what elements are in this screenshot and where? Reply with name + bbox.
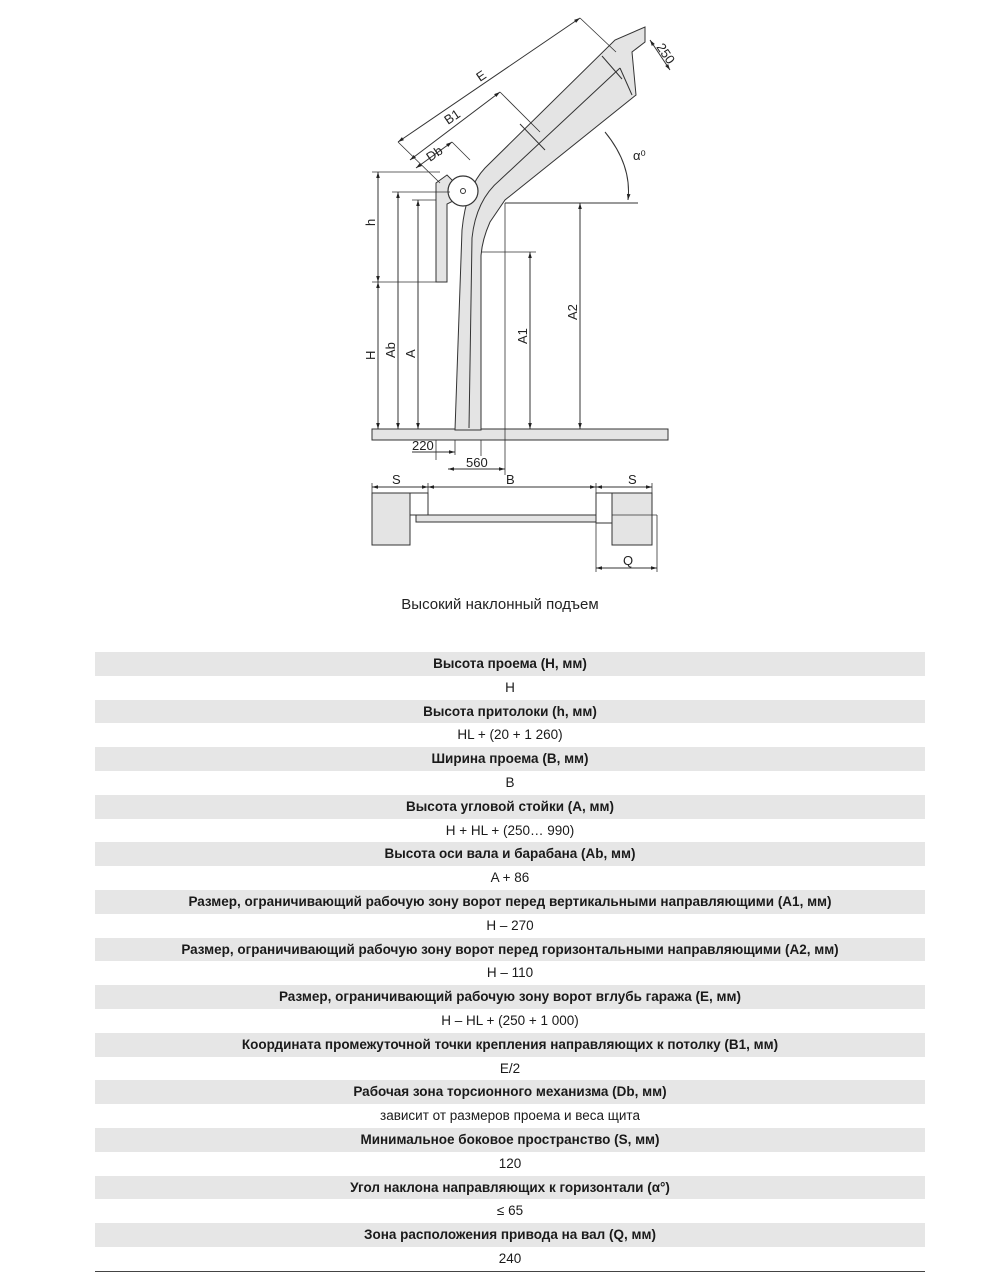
table-row-header: Ширина проема (B, мм)	[95, 747, 925, 771]
table-row-value: H – HL + (250 + 1 000)	[95, 1009, 925, 1033]
left-wall-block	[372, 493, 410, 545]
table-row-header: Размер, ограничивающий рабочую зону ворот вглубь гаража (E, мм)	[95, 985, 925, 1009]
table-row-header: Высота притолоки (h, мм)	[95, 700, 925, 724]
table-row-value: 120	[95, 1152, 925, 1176]
table-row-value: A + 86	[95, 866, 925, 890]
table-row-value: зависит от размеров проема и веса щита	[95, 1104, 925, 1128]
table-row-header: Координата промежуточной точки крепления направляющих к потолку (B1, мм)	[95, 1033, 925, 1057]
table-row-header: Минимальное боковое пространство (S, мм)	[95, 1128, 925, 1152]
dim-h-label: h	[363, 218, 378, 226]
dim-A1-label: A1	[515, 328, 530, 344]
table-row-header: Рабочая зона торсионного механизма (Db, мм)	[95, 1080, 925, 1104]
dim-B1-label: B1	[441, 106, 463, 128]
table-row-value: H + HL + (250… 990)	[95, 819, 925, 843]
dim-H-label: H	[363, 350, 378, 360]
dim-Ab-label: Ab	[383, 342, 398, 358]
door-panel-plan	[416, 515, 608, 522]
dim-B-label: B	[506, 472, 515, 487]
table-row-header: Размер, ограничивающий рабочую зону ворот перед вертикальными направляющими (A1, мм)	[95, 890, 925, 914]
door-track-profile	[455, 27, 645, 430]
dim-S-right-label: S	[628, 472, 637, 487]
dim-Q-label: Q	[623, 553, 634, 568]
table-row-value: H	[95, 676, 925, 700]
alpha-label: α⁰	[633, 148, 646, 163]
table-row-value: B	[95, 771, 925, 795]
dim-A-label: A	[403, 349, 418, 358]
table-row-value: E/2	[95, 1057, 925, 1081]
dim-S-left-label: S	[392, 472, 401, 487]
table-row-value: H – 270	[95, 914, 925, 938]
dim-560-label: 560	[466, 455, 488, 470]
dim-Db-label: Db	[423, 142, 446, 165]
table-row-header: Размер, ограничивающий рабочую зону ворот перед горизонтальными направляющими (A2, мм)	[95, 938, 925, 962]
right-wall-block	[612, 493, 652, 545]
table-row-value: 240	[95, 1247, 925, 1271]
table-row-header: Высота оси вала и барабана (Ab, мм)	[95, 842, 925, 866]
diagram-caption: Высокий наклонный подъем	[401, 596, 599, 613]
table-row-header: Угол наклона направляющих к горизонтали (α°)	[95, 1176, 925, 1200]
table-row-header: Высота проема (H, мм)	[95, 652, 925, 676]
table-row-value: HL + (20 + 1 260)	[95, 723, 925, 747]
table-row-value: ≤ 65	[95, 1199, 925, 1223]
dim-220-label: 220	[412, 438, 434, 453]
table-row-header: Высота угловой стойки (A, мм)	[95, 795, 925, 819]
dim-250-label: 250	[653, 40, 679, 67]
dim-A2-label: A2	[565, 304, 580, 320]
door-diagram	[0, 0, 1000, 600]
dimensions-table	[95, 652, 925, 1272]
dim-E-label: E	[473, 67, 489, 85]
table-row-header: Зона расположения привода на вал (Q, мм)	[95, 1223, 925, 1247]
table-row-value: H – 110	[95, 961, 925, 985]
